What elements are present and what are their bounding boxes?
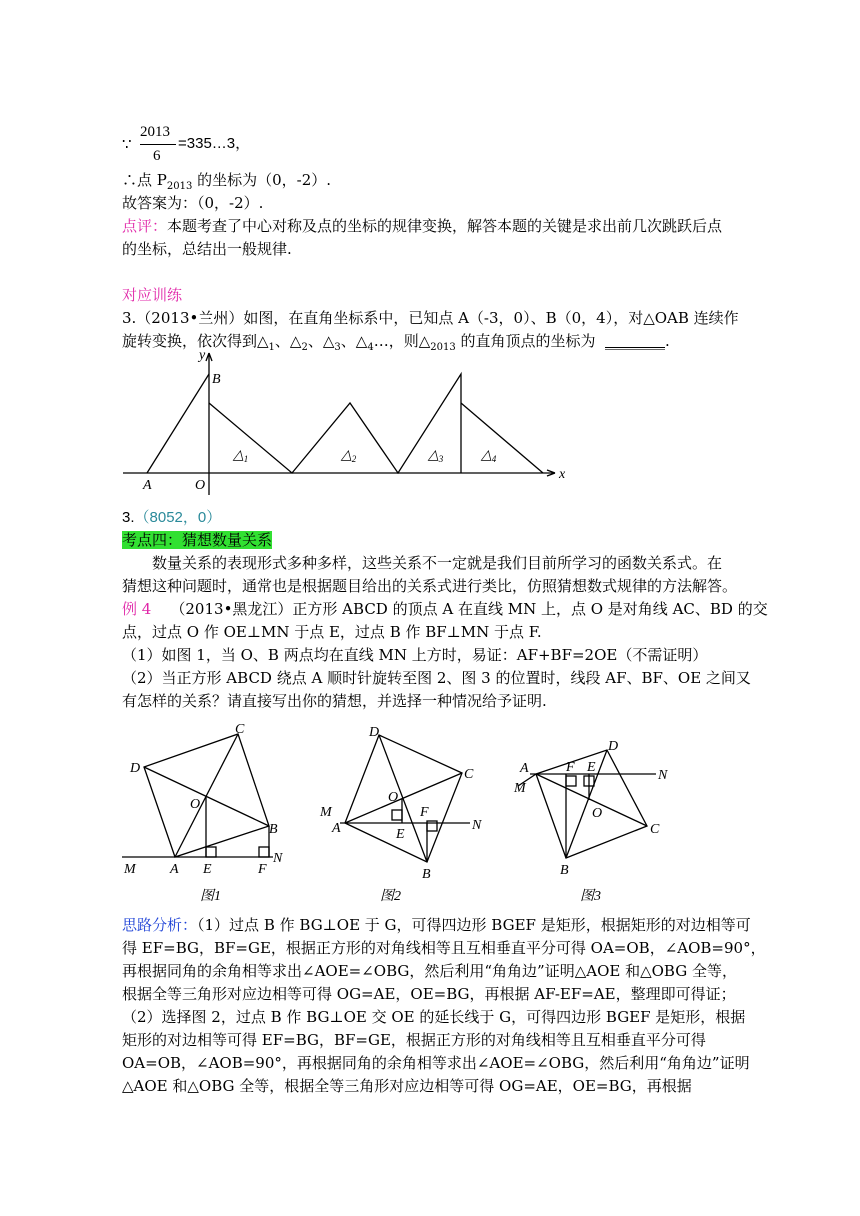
topic4-para-2: 猜想这种问题时，通常也是根据题目给出的关系式进行类比，仿照猜想数式规律的方法解答。 (122, 577, 738, 595)
label-a: A (170, 862, 179, 877)
q3-sub: 4 (367, 342, 374, 353)
q3-text: …，则△ (373, 332, 431, 350)
q3-text: 、△ (340, 332, 368, 350)
label-d: D (608, 739, 619, 754)
example-text-1: （2013•黑龙江）正方形 ABCD 的顶点 A 在直线 MN 上，点 O 是对角线 AC、BD 的交 (170, 600, 768, 618)
tri-3-label: $\triangle_3$ (428, 448, 444, 464)
q3-text: 、△ (307, 332, 335, 350)
q3-text: 、△ (274, 332, 302, 350)
therefore-sub: 2013 (166, 181, 193, 192)
analysis-line-6: 矩形的对边相等可得 EF=BG，BF=GE，根据正方形的对角线相等且互相垂直平分可得 (122, 1031, 706, 1049)
q3-sub: 1 (268, 342, 275, 353)
fraction-numerator: 2013 (140, 124, 170, 140)
analysis-line-7: OA=OB，∠AOB=90°，再根据同角的余角相等求出∠AOE=∠OBG，然后利用“角角边”证明 (122, 1054, 750, 1072)
example-line-4: （2）当正方形 ABCD 绕点 A 顺时针旋转至图 2、图 3 的位置时，线段 AF、BF、OE 之间又 (122, 669, 751, 687)
review-text-1: 本题考查了中心对称及点的坐标的规律变换，解答本题的关键是求出前几次跳跃后点 (167, 217, 723, 235)
topic4-heading (122, 530, 272, 550)
label-o: O (190, 797, 201, 812)
analysis-line-1 (122, 915, 751, 935)
analysis-label: 思路分析： (122, 916, 198, 934)
training-heading: 对应训练 (122, 286, 183, 304)
right-angle-f (259, 847, 269, 857)
label-n: N (658, 768, 668, 783)
square-figure-3 (508, 720, 688, 905)
q3-text: 旋转变换，依次得到△ (122, 332, 269, 350)
rotation-figure (115, 345, 585, 495)
label-e: E (396, 827, 405, 842)
label-f: F (258, 862, 267, 877)
fraction-bar (140, 144, 176, 145)
label-c: C (464, 767, 474, 782)
caption-fig2: 图2 (380, 889, 401, 904)
right-angle-e (392, 810, 402, 820)
q3-text: . (665, 332, 670, 350)
caption-fig1: 图1 (200, 889, 221, 904)
answer-3-value: （8052，0） (134, 509, 222, 526)
analysis-line-5: （2）选择图 2，过点 B 作 BG⊥OE 交 OE 的延长线于 G，可得四边形 BGEF 是矩形，根据 (122, 1008, 746, 1026)
label-b: B (422, 867, 431, 882)
analysis-line-8: △AOE 和△OBG 全等，根据全等三角形对应边相等可得 OG=AE，OE=BG，再根据 (122, 1077, 692, 1095)
label-n: N (472, 818, 482, 833)
answer-line: 故答案为：（0，-2）. (122, 194, 264, 212)
square-figure-1 (118, 720, 308, 905)
answer-3-prefix: 3. (122, 509, 135, 526)
example-line-5: 有怎样的关系？请直接写出你的猜想，并选择一种情况给予证明. (122, 692, 547, 710)
label-a: A (332, 821, 341, 836)
label-c: C (235, 722, 245, 737)
label-b: B (269, 822, 278, 837)
label-a: A (143, 478, 152, 493)
label-o: O (195, 478, 206, 493)
label-a: A (520, 761, 529, 776)
example-line-3: （1）如图 1，当 O、B 两点均在直线 MN 上方时，易证：AF+BF=2OE（不需证明） (122, 646, 708, 664)
fraction-result: =335…3， (178, 135, 251, 152)
answer-blank: ________ (605, 332, 666, 350)
analysis-line-4: 根据全等三角形对应边相等可得 OG=AE，OE=BG，再根据 AF-EF=AE，整理即可得证； (122, 985, 736, 1003)
example-line-2: 点，过点 O 作 OE⊥MN 于点 E，过点 B 作 BF⊥MN 于点 F. (122, 623, 542, 641)
label-n: N (273, 851, 283, 866)
right-angle-e (206, 847, 216, 857)
q3-line-1: 3.（2013•兰州）如图，在直角坐标系中，已知点 A（-3，0）、B（0，4），对△OAB 连续作 (122, 309, 739, 327)
label-o: O (592, 806, 603, 821)
label-e: E (203, 862, 212, 877)
topic4-para-1: 数量关系的表现形式多种多样，这些关系不一定就是我们目前所学习的函数关系式。在 (152, 554, 723, 572)
since-symbol: ∵ (122, 135, 132, 153)
q3-text: 的直角顶点的坐标为 (455, 332, 596, 350)
analysis-line-2: 得 EF=BG，BF=GE，根据正方形的对角线相等且互相垂直平分可得 OA=OB，∠AOB=90°， (122, 939, 766, 957)
therefore-text: ∴点 P (122, 171, 167, 189)
label-b: B (212, 372, 221, 387)
label-m: M (124, 862, 136, 877)
q3-sub: 3 (334, 342, 341, 353)
example-label: 例 4 (122, 600, 152, 618)
triangle-4-edge (461, 403, 543, 473)
review-line-1 (122, 216, 722, 236)
analysis-line-3: 再根据同角的余角相等求出∠AOE=∠OBG，然后利用“角角边”证明△AOE 和△OBG 全等， (122, 962, 737, 980)
review-line-2: 的坐标，总结出一般规律. (122, 240, 292, 258)
label-m: M (514, 781, 526, 796)
square-figure-2 (312, 720, 492, 905)
label-f: F (420, 805, 429, 820)
therefore-text-2: 的坐标为（0，-2）. (192, 171, 332, 189)
tri-2-label: $\triangle_2$ (341, 448, 357, 464)
label-y: y (199, 348, 206, 363)
label-e: E (587, 760, 596, 775)
tri-4-label: $\triangle_4$ (481, 448, 497, 464)
label-m: M (320, 805, 332, 820)
right-angle-f (566, 776, 576, 786)
label-f: F (566, 760, 575, 775)
review-label: 点评： (122, 217, 168, 235)
label-o: O (388, 790, 399, 805)
label-d: D (369, 725, 380, 740)
topic4-heading-text: 考点四：猜想数量关系 (122, 531, 273, 549)
fraction-denominator: 6 (153, 148, 161, 164)
tri-1-label: $\triangle_1$ (233, 448, 249, 464)
analysis-text-1: （1）过点 B 作 BG⊥OE 于 G，可得四边形 BGEF 是矩形，根据矩形的对边相等可 (197, 916, 751, 934)
triangle-oab (147, 374, 209, 473)
label-b: B (560, 863, 569, 878)
q3-sub: 2 (301, 342, 308, 353)
caption-fig3: 图3 (580, 889, 601, 904)
label-x: x (559, 467, 566, 482)
q3-sub: 2013 (430, 342, 456, 353)
example-line-1 (122, 599, 768, 619)
answer-3 (122, 508, 221, 528)
label-d: D (130, 761, 141, 776)
label-c: C (650, 822, 660, 837)
